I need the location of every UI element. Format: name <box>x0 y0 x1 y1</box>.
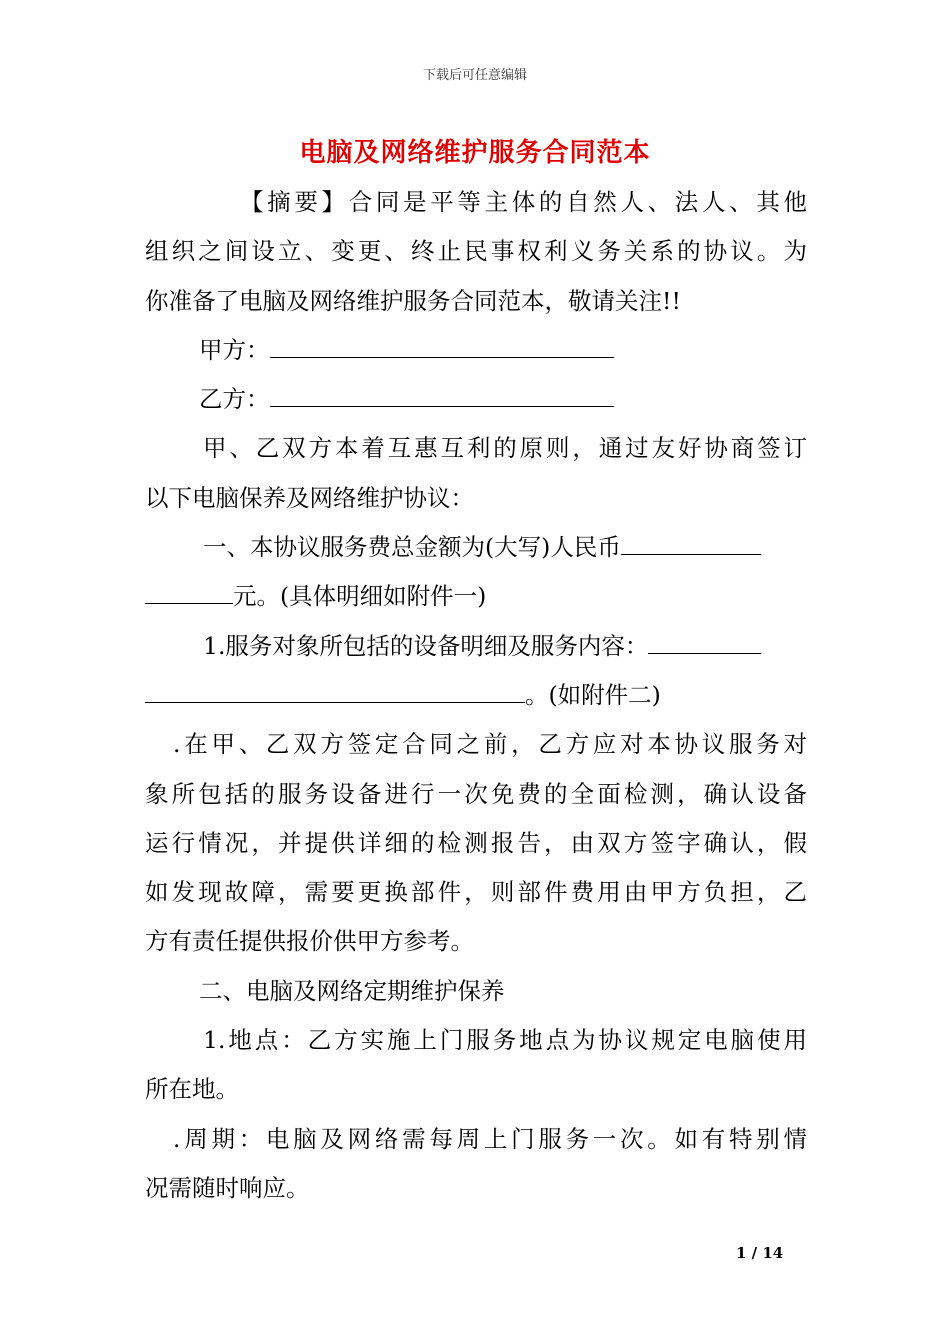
amount-blank-1[interactable] <box>621 532 761 555</box>
section-1-line-1 <box>145 523 807 572</box>
document-body <box>145 178 807 1213</box>
section-1-2-line-1: .在甲、乙双方签定合同之前，乙方应对本协议服务对 <box>173 730 807 759</box>
section-1-1-text-end: 。(如附件二) <box>525 680 661 709</box>
section-2-2-line-2: 况需随时响应。 <box>145 1173 310 1202</box>
section-1-2-line-2: 象所包括的服务设备进行一次免费的全面检测，确认设备 <box>145 779 807 808</box>
equipment-blank-1[interactable] <box>648 630 761 653</box>
section-1-2-line-3: 运行情况，并提供详细的检测报告，由双方签字确认，假 <box>145 828 807 857</box>
section-1-1-line-1 <box>145 622 807 671</box>
section-1-line-2 <box>145 572 807 621</box>
section-1-text-end: 元。(具体明细如附件一) <box>233 582 487 611</box>
party-b-label: 乙方： <box>199 385 270 414</box>
section-1-2-line-4: 如发现故障，需要更换部件，则部件费用由甲方负担，乙 <box>145 878 807 907</box>
party-b-blank[interactable] <box>270 384 614 407</box>
section-1-1-line-2 <box>145 671 807 720</box>
section-2-heading: 二、电脑及网络定期维护保养 <box>199 976 505 1005</box>
section-2-2-line-1: .周期：电脑及网络需每周上门服务一次。如有特别情 <box>173 1124 807 1153</box>
equipment-blank-2[interactable] <box>145 680 525 703</box>
page-number: 1 / 14 <box>736 1244 784 1262</box>
section-1-1-text: 1.服务对象所包括的设备明细及服务内容： <box>203 631 649 660</box>
amount-blank-2[interactable] <box>145 581 233 604</box>
party-b-line <box>145 375 807 424</box>
abstract-line-2: 组织之间设立、变更、终止民事权利义务关系的协议。为 <box>145 237 807 266</box>
party-a-line <box>145 326 807 375</box>
abstract-line-3: 你准备了电脑及网络维护服务合同范本，敬请关注!! <box>145 286 681 315</box>
party-a-blank[interactable] <box>270 335 614 358</box>
section-1-2-line-5: 方有责任提供报价供甲方参考。 <box>145 927 474 956</box>
document-title: 电脑及网络维护服务合同范本 <box>299 138 651 168</box>
intro-line-1: 甲、乙双方本着互惠互利的原则，通过友好协商签订 <box>203 434 807 463</box>
section-2-1-line-2: 所在地。 <box>145 1075 239 1104</box>
abstract-line-1: 【摘要】合同是平等主体的自然人、法人、其他 <box>240 188 807 216</box>
section-1-text: 一、本协议服务费总金额为(大写)人民币 <box>203 533 621 562</box>
intro-line-2: 以下电脑保养及网络维护协议： <box>145 483 474 512</box>
page-header-note: 下载后可任意编辑 <box>422 68 527 83</box>
party-a-label: 甲方： <box>199 335 270 364</box>
section-2-1-line-1: 1.地点：乙方实施上门服务地点为协议规定电脑使用 <box>203 1026 807 1055</box>
